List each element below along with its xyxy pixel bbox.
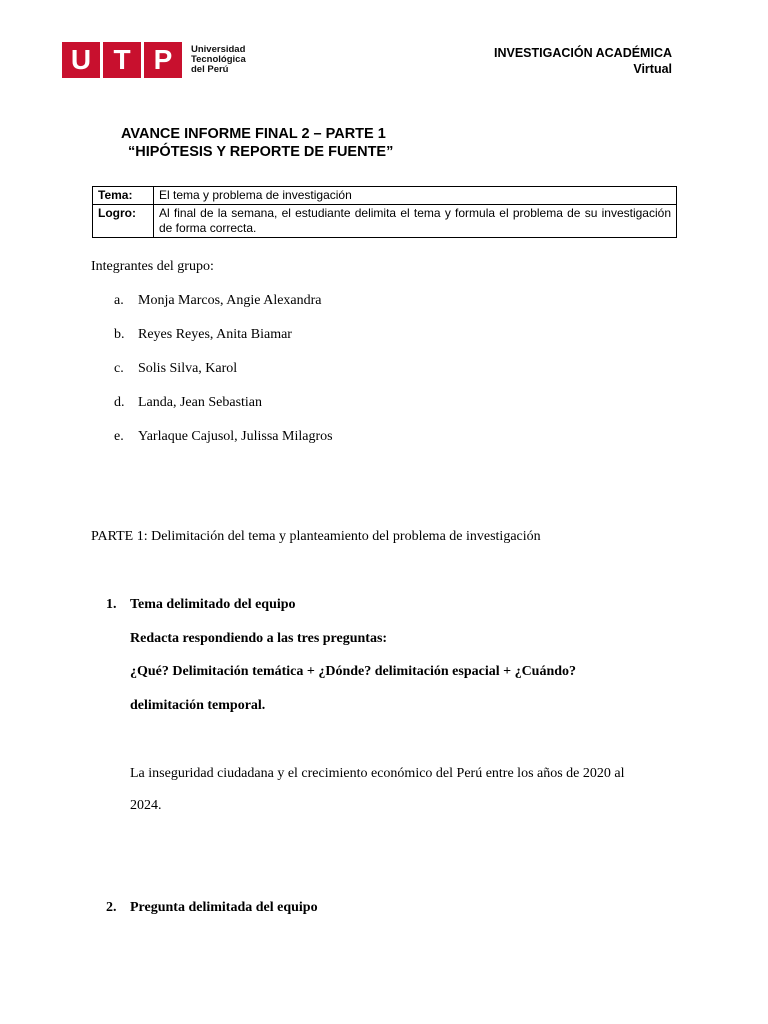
document-title (121, 125, 393, 161)
section-instruction: Redacta respondiendo a las tres preguntas: (130, 631, 388, 646)
logo-letter-p: P (144, 42, 182, 78)
section-number: 2. (106, 900, 117, 915)
list-item: b. Reyes Reyes, Anita Biamar (114, 326, 333, 360)
group-label: Integrantes del grupo: (91, 259, 214, 274)
row-value: Al final de la semana, el estudiante delimita el tema y formula el problema de su investigación de forma correcta. (154, 205, 677, 238)
answer-line-1: La inseguridad ciudadana y el crecimiento económico del Perú entre los años de 2020 al (130, 766, 625, 781)
table-row (93, 205, 677, 238)
course-name: INVESTIGACIÓN ACADÉMICA (493, 46, 672, 60)
logo-university-name: Universidad Tecnológica del Perú (191, 44, 246, 75)
course-modality: Virtual (633, 62, 672, 76)
member-name: Solis Silva, Karol (138, 361, 238, 376)
list-item: c. Solis Silva, Karol (114, 360, 333, 394)
logo-letter-t: T (103, 42, 141, 78)
member-name: Landa, Jean Sebastian (138, 395, 263, 410)
section-title: Tema delimitado del equipo (130, 597, 296, 612)
section-title: Pregunta delimitada del equipo (130, 900, 318, 915)
member-list (114, 292, 333, 462)
part1-heading: PARTE 1: Delimitación del tema y planteamiento del problema de investigación (91, 529, 541, 544)
title-line-1: AVANCE INFORME FINAL 2 – PARTE 1 (121, 126, 386, 142)
info-table (92, 186, 677, 238)
utp-logo (62, 42, 246, 78)
title-line-2: “HIPÓTESIS Y REPORTE DE FUENTE” (128, 144, 394, 160)
logo-letter-u: U (62, 42, 100, 78)
list-item: a. Monja Marcos, Angie Alexandra (114, 292, 333, 326)
member-name: Yarlaque Cajusol, Julissa Milagros (138, 429, 333, 444)
row-key: Logro: (93, 205, 154, 238)
section-questions-line-1: ¿Qué? Delimitación temática + ¿Dónde? delimitación espacial + ¿Cuándo? (130, 664, 577, 679)
section-questions-line-2: delimitación temporal. (130, 698, 266, 713)
header-course-info (494, 45, 672, 77)
list-item: d. Landa, Jean Sebastian (114, 394, 333, 428)
row-key: Tema: (93, 187, 154, 205)
list-item: e. Yarlaque Cajusol, Julissa Milagros (114, 428, 333, 462)
member-name: Monja Marcos, Angie Alexandra (138, 293, 322, 308)
section-number: 1. (106, 597, 117, 612)
answer-line-2: 2024. (130, 798, 162, 813)
member-name: Reyes Reyes, Anita Biamar (138, 327, 292, 342)
row-value: El tema y problema de investigación (154, 187, 677, 205)
table-row (93, 187, 677, 205)
